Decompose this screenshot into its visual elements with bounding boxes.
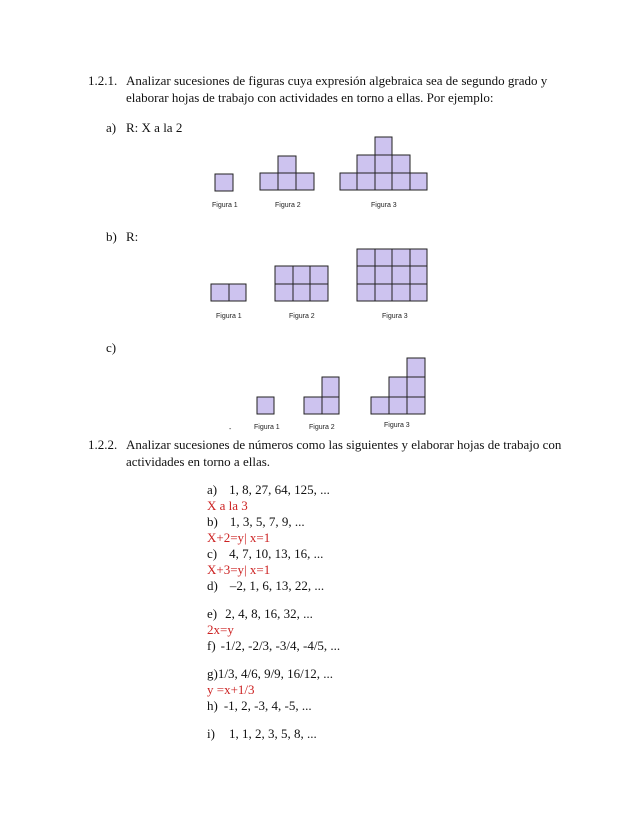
answer-g: y =x+1/3	[207, 682, 255, 697]
item-c-letter: c)	[106, 340, 117, 355]
section-number-1-2-2: 1.2.2.	[88, 437, 118, 452]
sequence-i-values: 1, 1, 2, 3, 5, 8, ...	[228, 726, 317, 741]
series-a-caption-3: Figura 3	[371, 202, 397, 209]
sequence-e-label: e)	[207, 606, 218, 621]
answer-c: X+3=y| x=1	[207, 562, 271, 577]
item-a-letter: a)	[106, 120, 117, 135]
sequence-h-values: -1, 2, -3, 4, -5, ...	[223, 698, 312, 713]
sequence-d-values: –2, 1, 6, 13, 22, ...	[229, 578, 325, 593]
section-1-line-2: elaborar hojas de trabajo con actividades en torno a ellas. Por ejemplo:	[126, 90, 494, 105]
sequence-c-label: c)	[207, 546, 218, 561]
section-1-line-1: Analizar sucesiones de figuras cuya expresión algebraica sea de segundo grado y	[126, 73, 548, 88]
sequence-a-values: 1, 8, 27, 64, 125, ...	[229, 482, 330, 497]
stray-dash: -	[229, 426, 232, 433]
sequence-d-label: d)	[207, 578, 218, 593]
series-c-fig3-cell	[407, 377, 425, 397]
sequence-b-values: 1, 3, 5, 7, 9, ...	[229, 514, 305, 529]
sequence-a-label: a)	[207, 482, 218, 497]
item-b-letter: b)	[106, 229, 117, 244]
series-c-fig3-cell	[389, 397, 407, 414]
sequence-a	[207, 482, 330, 498]
sequence-f	[207, 638, 340, 654]
section-2-line-2: actividades en torno a ellas.	[126, 454, 271, 469]
series-c-fig1-cell	[257, 397, 274, 414]
answer-a: X a la 3	[207, 498, 248, 513]
sequence-h	[207, 698, 312, 714]
sequence-g-label: g)	[207, 666, 218, 681]
series-a-caption-2: Figura 2	[275, 202, 301, 209]
sequence-f-label: f)	[207, 638, 216, 653]
series-b-caption-1: Figura 1	[216, 313, 242, 320]
sequence-f-values: -1/2, -2/3, -3/4, -4/5, ...	[220, 638, 341, 653]
sequence-d	[207, 578, 324, 594]
series-c-caption-1: Figura 1	[254, 424, 280, 431]
item-a-text: R: X a la 2	[126, 120, 183, 135]
sequence-e-values: 2, 4, 8, 16, 32, ...	[225, 606, 313, 621]
series-c-fig2-cell	[304, 397, 322, 414]
sequence-g	[207, 666, 333, 682]
series-c-fig3-cell	[389, 377, 407, 397]
series-c-fig3-cell	[371, 397, 389, 414]
answer-b: X+2=y| x=1	[207, 530, 271, 545]
sequence-e	[207, 606, 313, 622]
sequence-b	[207, 514, 305, 530]
sequence-c-values: 4, 7, 10, 13, 16, ...	[229, 546, 324, 561]
sequence-b-label: b)	[207, 514, 218, 529]
section-2-line-1: Analizar sucesiones de números como las siguientes y elaborar hojas de trabajo con	[126, 437, 562, 452]
item-b-text: R:	[126, 229, 139, 244]
sequence-i-label: i)	[207, 726, 215, 741]
series-c-fig2-cell	[322, 377, 339, 397]
section-number-1-2-1: 1.2.1.	[88, 73, 118, 88]
series-c-fig3-cell	[407, 397, 425, 414]
series-c-fig2-cell	[322, 397, 339, 414]
sequence-c	[207, 546, 323, 562]
series-c-caption-3: Figura 3	[384, 422, 410, 429]
sequence-i	[207, 726, 317, 742]
series-b-caption-2: Figura 2	[289, 313, 315, 320]
sequence-h-label: h)	[207, 698, 218, 713]
series-c-fig3-cell	[407, 358, 425, 377]
series-c-caption-2: Figura 2	[309, 424, 335, 431]
sequence-g-values: 1/3, 4/6, 9/9, 16/12, ...	[217, 666, 334, 681]
series-a-caption-1: Figura 1	[212, 202, 238, 209]
answer-e: 2x=y	[207, 622, 234, 637]
series-b-caption-3: Figura 3	[382, 313, 408, 320]
